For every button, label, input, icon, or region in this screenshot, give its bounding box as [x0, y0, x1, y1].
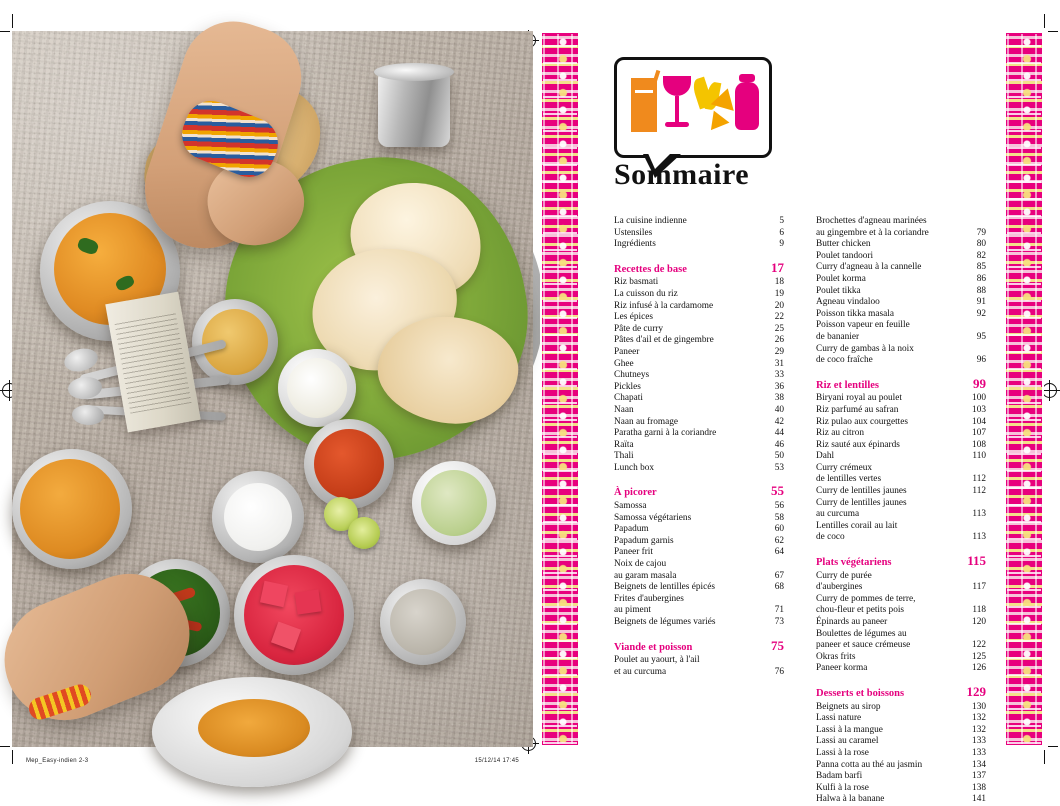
toc-entry-title: La cuisson du riz: [614, 288, 678, 299]
toc-entry-page: 85: [976, 262, 986, 273]
toc-entry-row[interactable]: [816, 629, 986, 641]
lime-half: [348, 517, 380, 549]
toc-entry-title: Paneer: [614, 346, 640, 357]
toc-entry-row[interactable]: [816, 474, 986, 486]
toc-entry-title: Pickles: [614, 381, 641, 392]
toc-entry-page: 141: [972, 794, 986, 805]
salt-contents: [224, 483, 292, 551]
toc-entry-row[interactable]: [816, 640, 986, 652]
toc-entry-page: 55: [771, 483, 784, 499]
toc-entry-page: 132: [972, 724, 986, 735]
decorative-border-right: [1004, 31, 1044, 747]
toc-entry-title: Panna cotta au thé au jasmin: [816, 759, 923, 770]
toc-entry-row[interactable]: [816, 440, 986, 452]
toc-entry-page: 95: [976, 331, 986, 342]
toc-entry-row[interactable]: [816, 571, 986, 583]
toc-section-row[interactable]: [816, 554, 986, 569]
toc-entry-row[interactable]: [614, 571, 784, 583]
toc-entry-row[interactable]: [614, 277, 784, 289]
toc-entry-title: Lentilles corail au lait: [816, 520, 898, 531]
toc-entry-row[interactable]: [614, 582, 784, 594]
toc-entry-row[interactable]: [816, 262, 986, 274]
toc-entry-row[interactable]: [614, 370, 784, 382]
toc-section-row[interactable]: [614, 484, 784, 499]
wine-glass-base-icon: [665, 122, 689, 127]
toc-entry-title: Poisson vapeur en feuille: [816, 320, 910, 331]
toc-entry-title: Riz pulao aux courgettes: [816, 416, 908, 427]
toc-entry-title: Papadum: [614, 524, 649, 535]
toc-entry-row[interactable]: [816, 760, 986, 772]
toc-entry-page: 60: [774, 524, 784, 535]
toc-entry-row[interactable]: [614, 617, 784, 629]
toc-entry-title: de bananier: [816, 331, 860, 342]
toc-entry-row[interactable]: [816, 771, 986, 783]
toc-entry-page: 42: [774, 416, 784, 427]
toc-entry-page: 36: [774, 381, 784, 392]
toc-entry-title: de lentilles vertes: [816, 474, 882, 485]
toc-entry-title: Naan au fromage: [614, 416, 679, 427]
toc-entry-title: d'aubergines: [816, 582, 863, 593]
toc-entry-row[interactable]: [614, 547, 784, 559]
toc-entry-page: 113: [972, 509, 986, 520]
crop-mark: [12, 750, 13, 764]
food-photograph: [12, 31, 533, 764]
toc-entry-title: Lassi à la rose: [816, 747, 869, 758]
toc-entry-page: 129: [966, 683, 986, 699]
toc-entry-page: 29: [774, 346, 784, 357]
toc-entry-title: Riz parfumé au safran: [816, 404, 899, 415]
toc-entry-title: Lassi nature: [816, 713, 862, 724]
toc-entry-row[interactable]: [816, 451, 986, 463]
rice-curry-contents: [20, 459, 120, 559]
mint-sauce-contents: [421, 470, 487, 536]
toc-entry-row[interactable]: [614, 451, 784, 463]
plate-curry: [198, 699, 310, 757]
toc-entry-page: 112: [972, 474, 986, 485]
toc-entry-row[interactable]: [816, 509, 986, 521]
toc-entry-title: Samossa: [614, 501, 647, 512]
toc-entry-page: 79: [976, 227, 986, 238]
toc-entry-title: Riz au citron: [816, 428, 865, 439]
decorative-border-left: [540, 31, 580, 747]
toc-entry-row[interactable]: [614, 559, 784, 571]
crop-mark: [12, 14, 13, 28]
toc-entry-page: 25: [774, 323, 784, 334]
toc-entry-row[interactable]: [614, 594, 784, 606]
toc-section-row[interactable]: [614, 639, 784, 654]
toc-entry-row[interactable]: [816, 405, 986, 417]
toc-entry-title: Poulet korma: [816, 273, 866, 284]
toc-entry-row[interactable]: [816, 713, 986, 725]
watermelon-cube: [295, 589, 322, 614]
toc-entry-page: 40: [774, 404, 784, 415]
toc-entry-row[interactable]: [816, 521, 986, 533]
toc-entry-title: Thali: [614, 451, 634, 462]
toc-entry-title: Okras frits: [816, 651, 856, 662]
toc-entry-page: 5: [779, 216, 784, 226]
table-of-contents-page: [592, 31, 1004, 805]
toc-entry-title: Les épices: [614, 312, 653, 323]
toc-section-row[interactable]: [816, 685, 986, 700]
toc-entry-title: Riz sauté aux épinards: [816, 439, 900, 450]
toc-entry-row[interactable]: [816, 297, 986, 309]
toc-entry-row[interactable]: [614, 216, 784, 228]
toc-entry-title: Samossa végétariens: [614, 512, 692, 523]
toc-entry-title: Badam barfi: [816, 771, 863, 782]
toc-entry-title: Boulettes de légumes au: [816, 628, 907, 639]
toc-entry-row[interactable]: [614, 335, 784, 347]
toc-entry-title: Riz et lentilles: [816, 379, 879, 391]
toc-entry-page: 53: [774, 462, 784, 473]
toc-entry-row[interactable]: [816, 463, 986, 475]
toc-entry-page: 133: [972, 736, 986, 747]
crop-mark: [0, 746, 10, 747]
toc-entry-page: 50: [774, 451, 784, 462]
toc-entry-row[interactable]: [614, 405, 784, 417]
toc-entry-title: Butter chicken: [816, 239, 871, 250]
toc-entry-title: chou-fleur et petits pois: [816, 605, 905, 616]
border-motif: [543, 34, 577, 744]
toc-entry-page: 31: [774, 358, 784, 369]
toc-entry-page: 91: [976, 297, 986, 308]
toc-entry-row[interactable]: [816, 652, 986, 664]
toc-entry-page: 58: [774, 512, 784, 523]
toc-entry-title: Recettes de base: [614, 263, 687, 275]
toc-entry-row[interactable]: [614, 301, 784, 313]
toc-entry-page: 88: [976, 285, 986, 296]
toc-entry-page: 9: [779, 239, 784, 250]
toc-entry-title: À picorer: [614, 487, 657, 499]
toc-entry-row[interactable]: [614, 536, 784, 548]
toc-entry-page: 99: [973, 375, 986, 391]
toc-entry-title: Lassi à la mangue: [816, 724, 883, 735]
toc-entry-title: Beignets de légumes variés: [614, 617, 716, 627]
toc-entry-row[interactable]: [816, 582, 986, 594]
toc-entry-page: 134: [972, 759, 986, 770]
toc-entry-page: 68: [774, 582, 784, 593]
toc-columns: [614, 216, 986, 805]
toc-entry-title: Biryani royal au poulet: [816, 393, 902, 404]
crop-mark: [1044, 14, 1045, 28]
toc-entry-row[interactable]: [614, 324, 784, 336]
toc-entry-row[interactable]: [816, 239, 986, 251]
toc-entry-title: Ustensiles: [614, 227, 653, 238]
toc-entry-row[interactable]: [614, 382, 784, 394]
toc-entry-row[interactable]: [614, 417, 784, 429]
toc-entry-page: 122: [972, 640, 986, 651]
toc-entry-page: 130: [972, 701, 986, 712]
toc-entry-row[interactable]: [816, 617, 986, 629]
toc-entry-row[interactable]: [816, 417, 986, 429]
toc-entry-page: 75: [771, 637, 784, 653]
toc-entry-title: Papadum garnis: [614, 535, 674, 546]
empty-bowl-inner: [390, 589, 456, 655]
toc-entry-page: 82: [976, 250, 986, 261]
crop-mark: [1044, 750, 1045, 764]
toc-entry-title: Chapati: [614, 393, 643, 404]
toc-entry-row[interactable]: [816, 344, 986, 356]
toc-entry-row[interactable]: [816, 498, 986, 510]
toc-entry-title: Dahl: [816, 451, 835, 462]
toc-entry-row[interactable]: [816, 783, 986, 795]
toc-entry-row[interactable]: [614, 605, 784, 617]
toc-entry-title: Ingrédients: [614, 239, 656, 250]
toc-entry-title: Lunch box: [614, 462, 655, 473]
wine-glass-icon: [663, 76, 691, 96]
toc-entry-title: et au curcuma: [614, 666, 667, 677]
toc-entry-row[interactable]: [816, 748, 986, 760]
toc-entry-row[interactable]: [816, 428, 986, 440]
toc-entry-row[interactable]: [816, 309, 986, 321]
toc-entry-title: Curry de gambas à la noix: [816, 343, 914, 354]
toc-entry-page: 113: [972, 532, 986, 543]
toc-entry-title: Viande et poisson: [614, 641, 693, 653]
toc-entry-title: Curry crémeux: [816, 462, 873, 473]
toc-entry-page: 104: [972, 416, 986, 427]
toc-entry-page: 100: [972, 393, 986, 404]
toc-entry-page: 117: [972, 582, 986, 593]
juice-box-line-icon: [635, 90, 653, 93]
toc-entry-title: Chutneys: [614, 370, 650, 381]
toc-entry-page: 132: [972, 713, 986, 724]
toc-entry-title: Paneer frit: [614, 547, 653, 558]
toc-entry-page: 38: [774, 393, 784, 404]
chutney-contents: [314, 429, 384, 499]
toc-entry-page: 115: [967, 553, 986, 569]
toc-entry-row[interactable]: [614, 524, 784, 536]
toc-entry-page: 86: [976, 273, 986, 284]
toc-entry-page: 108: [972, 439, 986, 450]
toc-entry-page: 71: [774, 605, 784, 616]
toc-entry-title: Curry de pommes de terre,: [816, 593, 916, 604]
watermelon-contents: [244, 565, 344, 665]
toc-entry-title: au garam masala: [614, 570, 677, 581]
toc-entry-title: au gingembre et à la coriandre: [816, 227, 929, 238]
toc-entry-row[interactable]: [816, 702, 986, 714]
toc-entry-title: Paratha garni à la coriandre: [614, 428, 717, 439]
crop-mark: [1048, 31, 1058, 32]
toc-entry-title: au curcuma: [816, 509, 860, 520]
toc-entry-title: Raïta: [614, 439, 634, 450]
toc-entry-page: 137: [972, 771, 986, 782]
toc-entry-page: 138: [972, 782, 986, 793]
toc-entry-title: Halwa à la banane: [816, 794, 885, 805]
toc-entry-row[interactable]: [614, 347, 784, 359]
toc-entry-row[interactable]: [816, 594, 986, 606]
toc-entry-row[interactable]: [816, 663, 986, 675]
toc-entry-row[interactable]: [816, 286, 986, 298]
toc-entry-page: 33: [774, 370, 784, 381]
toc-entry-row[interactable]: [614, 513, 784, 525]
toc-entry-title: Poisson tikka masala: [816, 308, 894, 319]
toc-entry-row[interactable]: [816, 532, 986, 544]
toc-entry-title: Pâte de curry: [614, 323, 664, 334]
toc-entry-page: 112: [972, 486, 986, 497]
steel-tumbler-rim: [374, 63, 454, 81]
pickle-jar-lid-icon: [739, 74, 755, 82]
toc-entry-row[interactable]: [816, 320, 986, 332]
watermelon-cube: [260, 581, 288, 608]
toc-entry-title: Curry de lentilles jaunes: [816, 486, 907, 497]
toc-entry-row[interactable]: [816, 274, 986, 286]
toc-entry-row[interactable]: [816, 794, 986, 806]
toc-entry-page: 62: [774, 535, 784, 546]
toc-entry-page: 18: [774, 277, 784, 288]
toc-entry-title: La cuisine indienne: [614, 216, 687, 226]
toc-entry-page: 6: [779, 227, 784, 238]
toc-entry-title: Lassi au caramel: [816, 736, 879, 747]
toc-entry-row[interactable]: [816, 228, 986, 240]
toc-entry-title: Noix de cajou: [614, 559, 667, 570]
toc-section-row[interactable]: [614, 261, 784, 276]
toc-entry-page: 19: [774, 288, 784, 299]
print-timestamp: 15/12/14 17:45: [474, 758, 519, 764]
raita-contents: [287, 358, 347, 418]
toc-entry-title: Beignets au sirop: [816, 701, 881, 712]
toc-entry-title: Desserts et boissons: [816, 687, 905, 699]
toc-entry-page: 17: [771, 259, 784, 275]
wine-glass-stem-icon: [675, 96, 679, 122]
triangle-snacks-icon: [705, 107, 730, 130]
toc-entry-row[interactable]: [614, 501, 784, 513]
toc-entry-title: Poulet tandoori: [816, 250, 874, 261]
toc-entry-row[interactable]: [816, 725, 986, 737]
toc-entry-title: Riz basmati: [614, 277, 659, 288]
toc-entry-page: 107: [972, 428, 986, 439]
toc-entry-row[interactable]: [614, 228, 784, 240]
toc-entry-title: Naan: [614, 404, 634, 415]
registration-mark: [1042, 383, 1057, 398]
toc-entry-title: Brochettes d'agneau marinées: [816, 216, 927, 226]
toc-entry-row[interactable]: [614, 359, 784, 371]
toc-column-left: [614, 216, 784, 678]
toc-entry-title: Frites d'aubergines: [614, 593, 684, 604]
toc-entry-title: Poulet au yaourt, à l'ail: [614, 655, 700, 666]
crop-mark: [0, 31, 10, 32]
toc-entry-row[interactable]: [816, 332, 986, 344]
toc-entry-page: 125: [972, 651, 986, 662]
toc-entry-row[interactable]: [614, 239, 784, 251]
toc-entry-page: 67: [774, 570, 784, 581]
toc-entry-page: 92: [976, 308, 986, 319]
toc-entry-title: Curry de purée: [816, 570, 872, 581]
toc-entry-row[interactable]: [614, 463, 784, 475]
toc-entry-row[interactable]: [816, 251, 986, 263]
toc-entry-row[interactable]: [816, 355, 986, 367]
toc-entry-title: Poulet tikka: [816, 285, 861, 296]
toc-entry-title: Kulfi à la rose: [816, 782, 869, 793]
toc-entry-page: 133: [972, 747, 986, 758]
toc-entry-row[interactable]: [614, 428, 784, 440]
border-motif: [1007, 34, 1041, 744]
toc-entry-title: Plats végétariens: [816, 557, 892, 569]
toc-entry-page: 56: [774, 501, 784, 512]
toc-entry-title: Ghee: [614, 358, 634, 369]
toc-entry-page: 76: [774, 666, 784, 677]
pickle-jar-icon: [735, 82, 759, 130]
toc-section-row[interactable]: [816, 377, 986, 392]
toc-entry-row[interactable]: [614, 440, 784, 452]
toc-entry-title: Agneau vindaloo: [816, 297, 880, 308]
toc-entry-row[interactable]: [614, 667, 784, 679]
toc-entry-title: Riz infusé à la cardamome: [614, 300, 714, 311]
toc-entry-title: Curry d'agneau à la cannelle: [816, 262, 922, 273]
toc-entry-title: Curry de lentilles jaunes: [816, 497, 907, 508]
toc-entry-title: de coco: [816, 532, 845, 543]
toc-entry-title: au piment: [614, 605, 651, 616]
toc-entry-page: 110: [972, 451, 986, 462]
toc-entry-page: 26: [774, 335, 784, 346]
toc-entry-page: 120: [972, 617, 986, 627]
print-caption: Mep_Easy-indien 2-3: [26, 758, 89, 764]
toc-entry-title: Épinards au paneer: [816, 617, 888, 627]
toc-entry-page: 118: [972, 605, 986, 616]
toc-entry-row[interactable]: [614, 312, 784, 324]
page-title: Sommaire: [614, 158, 750, 191]
toc-entry-title: paneer et sauce crémeuse: [816, 640, 911, 651]
toc-entry-page: 126: [972, 663, 986, 674]
toc-entry-page: 64: [774, 547, 784, 558]
toc-column-right: [816, 216, 986, 806]
toc-entry-title: Beignets de lentilles épicés: [614, 582, 715, 593]
toc-entry-title: Pâtes d'ail et de gingembre: [614, 335, 714, 346]
toc-entry-row[interactable]: [816, 393, 986, 405]
toc-entry-row[interactable]: [816, 736, 986, 748]
toc-entry-title: de coco fraîche: [816, 355, 873, 366]
toc-entry-row[interactable]: [816, 605, 986, 617]
toc-entry-row[interactable]: [816, 216, 986, 228]
toc-entry-row[interactable]: [816, 486, 986, 498]
toc-entry-row[interactable]: [614, 655, 784, 667]
speech-bubble: [614, 57, 772, 158]
toc-entry-row[interactable]: [614, 289, 784, 301]
toc-entry-row[interactable]: [614, 393, 784, 405]
toc-entry-title: Paneer korma: [816, 663, 868, 674]
toc-entry-page: 44: [774, 428, 784, 439]
toc-entry-page: 20: [774, 300, 784, 311]
toc-entry-page: 103: [972, 404, 986, 415]
toc-entry-page: 22: [774, 312, 784, 323]
crop-mark: [1048, 746, 1058, 747]
toc-entry-page: 46: [774, 439, 784, 450]
toc-entry-page: 96: [976, 355, 986, 366]
toc-entry-page: 73: [774, 617, 784, 627]
toc-entry-page: 80: [976, 239, 986, 250]
